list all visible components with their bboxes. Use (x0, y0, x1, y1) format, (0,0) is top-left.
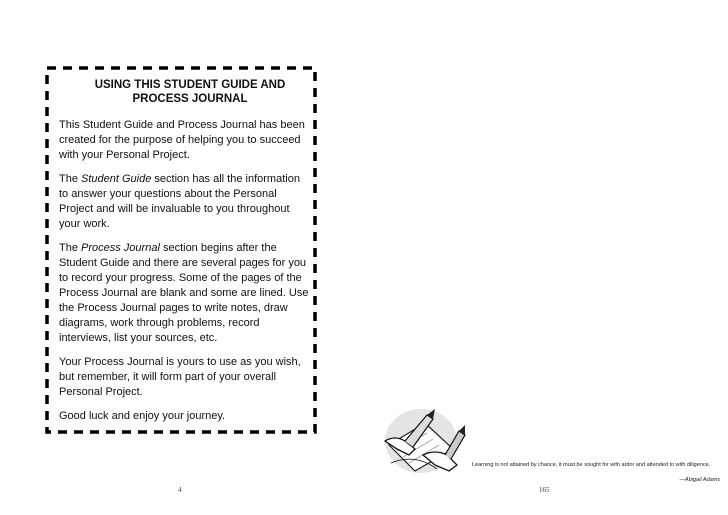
paragraph-good-luck: Good luck and enjoy your journey. (59, 410, 226, 422)
box-title-line1: USING THIS STUDENT GUIDE AND (94, 79, 286, 91)
p2-before: The (59, 173, 82, 185)
paragraph-process-journal (59, 241, 311, 346)
p3-emphasis: Process Journal (81, 242, 160, 254)
right-page (364, 0, 728, 515)
box-title (59, 78, 309, 106)
paragraph-intro: This Student Guide and Process Journal has been created for the purpose of helping you to succeed with your Personal Project. (59, 119, 305, 161)
page-number-right: 165 (539, 486, 550, 494)
p2-after: section has all the information to answer your questions about the Personal Project and will be invaluable to you throughout your work. (59, 173, 300, 230)
paragraph-student-guide (59, 172, 311, 232)
box-content (59, 78, 309, 433)
p3-after: section begins after the Student Guide and there are several pages for you to record your progress. Some of the pages of the Process Journal are blank and some are lined. Use the Process Journal pages to write notes, draw diagrams, work through problems, record interviews, list your sources, etc. (59, 242, 309, 344)
p2-emphasis: Student Guide (81, 173, 152, 185)
paragraph-yours: Your Process Journal is yours to use as you wish, but remember, it will form part of your overall Personal Project. (59, 356, 301, 398)
hands-writing-icon (375, 405, 467, 482)
quote-author: —Abigail Adams (679, 477, 720, 483)
info-box (45, 66, 317, 434)
box-title-line2: PROCESS JOURNAL (132, 93, 248, 105)
page-number-left: 4 (178, 486, 182, 494)
quote-text: Learning is not attained by chance, it must be sought for with ardor and attended to with diligence. (472, 462, 711, 468)
p3-before: The (59, 242, 82, 254)
